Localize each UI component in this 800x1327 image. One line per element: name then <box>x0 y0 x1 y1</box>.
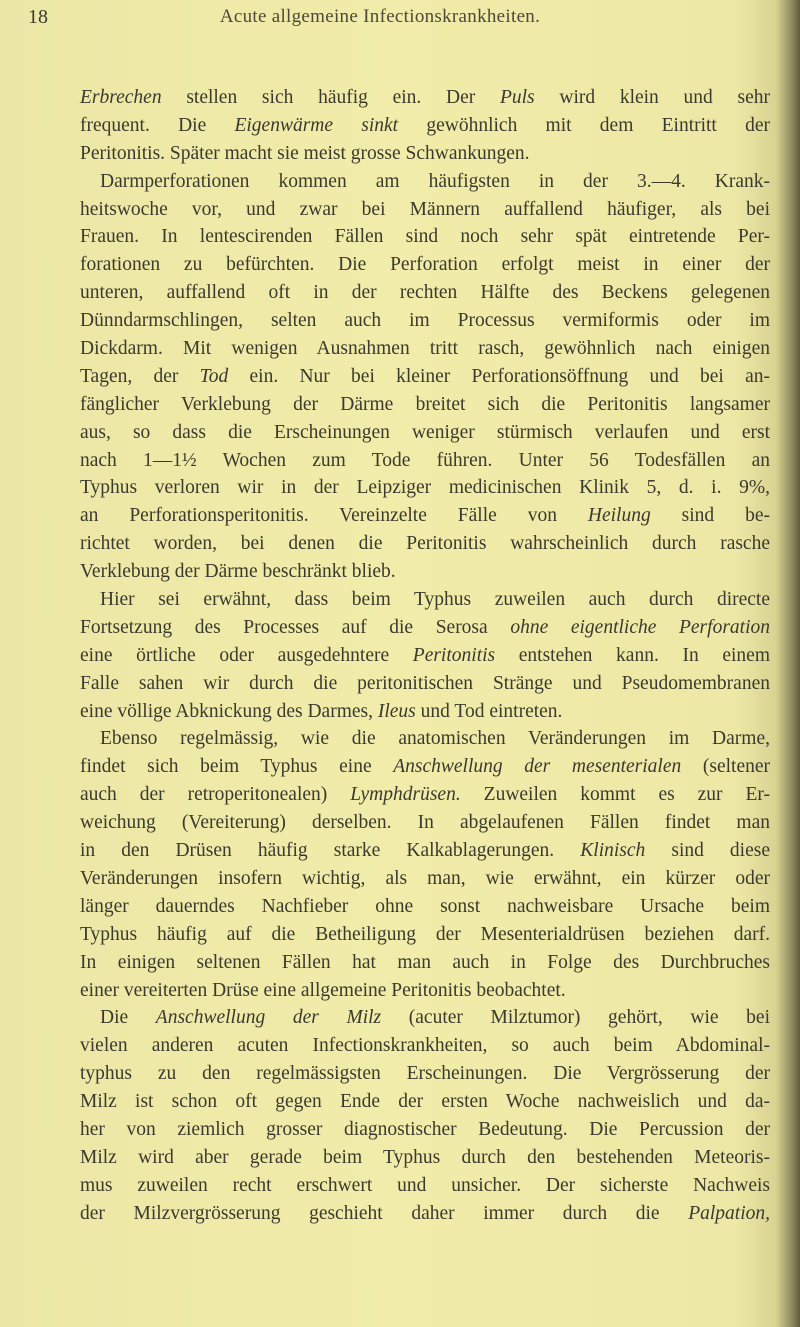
text-line <box>80 474 770 502</box>
text-run: Dünndarmschlingen, selten auch im Processus vermiformis oder im <box>80 310 770 332</box>
text-line <box>80 1172 770 1200</box>
text-run: typhus zu den regelmässigsten Erscheinungen. Die Vergrösserung der <box>80 1063 770 1085</box>
text-run: stellen sich häufig ein. Der <box>161 87 500 108</box>
text-line <box>80 670 770 698</box>
text-line <box>80 502 770 530</box>
text-line <box>80 363 770 391</box>
text-line <box>80 112 770 140</box>
text-run: frequent. Die <box>80 114 235 136</box>
body-text <box>80 84 770 1228</box>
text-line <box>80 1200 770 1228</box>
italic-emphasis: ohne eigentliche Perforation <box>510 616 770 638</box>
text-line <box>80 335 770 363</box>
text-run: der Milzvergrösserung geschieht daher immer durch die <box>80 1202 689 1224</box>
italic-emphasis: Palpation, <box>688 1202 770 1224</box>
text-run: Peritonitis. Später macht sie meist grosse Schwankungen. <box>80 142 530 164</box>
text-run: einer vereiterten Drüse eine allgemeine Peritonitis beobachtet. <box>80 979 566 1001</box>
text-run: Frauen. In lentescirenden Fällen sind noch sehr spät eintretende Per- <box>80 226 770 248</box>
text-run: Fortsetzung des Processes auf die Serosa <box>80 616 511 638</box>
text-run: nach 1—1½ Wochen zum Tode führen. Unter 56 Todesfällen an <box>80 449 770 471</box>
italic-emphasis: Eigenwärme sinkt <box>234 114 399 136</box>
paragraph <box>80 1004 770 1227</box>
text-run: heitswoche vor, und zwar bei Männern auffallend häufiger, als bei <box>80 198 770 220</box>
text-line <box>80 279 770 307</box>
running-title: Acute allgemeine Infectionskrankheiten. <box>219 6 541 27</box>
text-line <box>80 614 770 642</box>
text-run: unteren, auffallend oft in der rechten Hälfte des Beckens gelegenen <box>80 282 770 304</box>
text-run: Die <box>100 1007 156 1029</box>
text-line <box>80 140 770 168</box>
text-line <box>80 391 770 419</box>
italic-emphasis: Tod <box>199 365 229 387</box>
text-run: auch der retroperitonealen) <box>80 784 351 806</box>
text-line <box>80 1116 770 1144</box>
text-line <box>80 1060 770 1088</box>
text-line <box>80 251 770 279</box>
text-line <box>80 84 770 112</box>
text-run: Hier sei erwähnt, dass beim Typhus zuweilen auch durch directe <box>100 589 770 611</box>
text-line <box>80 196 770 224</box>
text-run: gewöhnlich mit dem Eintritt der <box>398 114 770 136</box>
text-run: Ebenso regelmässig, wie die anatomischen Veränderungen im Darme, <box>100 728 770 750</box>
text-run: eine örtliche oder ausgedehntere <box>80 644 413 666</box>
text-run: Verklebung der Därme beschränkt blieb. <box>80 561 396 583</box>
text-run: her von ziemlich grosser diagnostischer Bedeutung. Die Percussion der <box>80 1118 770 1140</box>
text-run: fänglicher Verklebung der Därme breitet sich die Peritonitis langsamer <box>80 393 770 415</box>
italic-emphasis: Anschwellung der Milz <box>155 1007 382 1029</box>
text-line <box>80 307 770 335</box>
text-line <box>80 1088 770 1116</box>
text-line <box>80 725 770 753</box>
italic-emphasis: Klinisch <box>580 840 646 862</box>
italic-emphasis: Ileus <box>377 700 416 722</box>
text-line <box>80 168 770 196</box>
text-line <box>80 809 770 837</box>
paragraph <box>80 84 770 168</box>
text-run: ein. Nur bei kleiner Perforationsöffnung und bei an- <box>228 365 770 387</box>
text-run: Typhus verloren wir in der Leipziger medicinischen Klinik 5, d. i. 9%, <box>80 477 770 499</box>
italic-emphasis: Lymphdrüsen. <box>350 784 461 806</box>
text-run: Tagen, der <box>80 365 200 387</box>
text-run: Dickdarm. Mit wenigen Ausnahmen tritt rasch, gewöhnlich nach einigen <box>80 338 770 360</box>
text-line <box>80 837 770 865</box>
text-line <box>80 921 770 949</box>
text-run: Milz ist schon oft gegen Ende der ersten Woche nachweislich und da- <box>80 1091 770 1113</box>
text-run: weichung (Vereiterung) derselben. In abgelaufenen Fällen findet man <box>80 812 770 834</box>
paragraph <box>80 586 770 725</box>
paragraph <box>80 725 770 1004</box>
text-line <box>80 893 770 921</box>
text-line <box>80 223 770 251</box>
italic-emphasis: Erbrechen <box>80 87 162 108</box>
text-run: Falle sahen wir durch die peritonitischen Stränge und Pseudomembranen <box>80 672 770 694</box>
text-run: (acuter Milztumor) gehört, wie bei <box>381 1007 770 1029</box>
text-run: (seltener <box>681 756 770 778</box>
text-run: entstehen kann. In einem <box>495 644 770 666</box>
text-line <box>80 1144 770 1172</box>
text-line <box>80 1032 770 1060</box>
text-line <box>80 698 770 726</box>
text-line <box>80 419 770 447</box>
text-run: mus zuweilen recht erschwert und unsicher. Der sicherste Nachweis <box>80 1174 770 1196</box>
text-run: richtet worden, bei denen die Peritonitis wahrscheinlich durch rasche <box>80 533 770 555</box>
text-line <box>80 558 770 586</box>
text-line <box>80 753 770 781</box>
text-run: in den Drüsen häufig starke Kalkablagerungen. <box>80 840 581 862</box>
text-line <box>80 781 770 809</box>
text-run: Typhus häufig auf die Betheiligung der Mesenterialdrüsen beziehen darf. <box>80 923 770 945</box>
text-run: sind be- <box>650 505 771 527</box>
text-line <box>80 865 770 893</box>
italic-emphasis: Puls <box>499 87 535 108</box>
text-run: eine völlige Abknickung des Darmes, <box>80 700 378 722</box>
italic-emphasis: Peritonitis <box>412 644 496 666</box>
text-run: aus, so dass die Erscheinungen weniger stürmisch verlaufen und erst <box>80 421 770 443</box>
text-run: Milz wird aber gerade beim Typhus durch den bestehenden Meteoris- <box>80 1146 770 1168</box>
italic-emphasis: Anschwellung der mesenterialen <box>393 756 682 778</box>
text-run: vielen anderen acuten Infectionskrankheiten, so auch beim Abdominal- <box>80 1035 770 1057</box>
text-run: Veränderungen insofern wichtig, als man, wie erwähnt, ein kürzer oder <box>80 867 770 889</box>
text-line <box>80 949 770 977</box>
text-run: und Tod eintreten. <box>415 700 563 722</box>
italic-emphasis: Heilung <box>587 505 651 527</box>
text-line <box>80 642 770 670</box>
text-run: länger dauerndes Nachfieber ohne sonst nachweisbare Ursache beim <box>80 895 770 917</box>
text-run: Zuweilen kommt es zur Er- <box>460 784 770 806</box>
page-number: 18 <box>28 6 48 28</box>
text-run: In einigen seltenen Fällen hat man auch in Folge des Durchbruches <box>80 951 770 973</box>
text-line <box>80 530 770 558</box>
text-run: an Perforationsperitonitis. Vereinzelte Fälle von <box>80 505 588 527</box>
paragraph <box>80 168 770 586</box>
text-line <box>80 586 770 614</box>
text-line <box>80 1004 770 1032</box>
text-line <box>80 447 770 475</box>
text-run: Darmperforationen kommen am häufigsten in der 3.—4. Krank- <box>100 170 770 192</box>
text-run: wird klein und sehr <box>534 87 770 108</box>
text-run: findet sich beim Typhus eine <box>80 756 394 778</box>
text-run: forationen zu befürchten. Die Perforation erfolgt meist in einer der <box>80 254 770 276</box>
text-run: sind diese <box>645 840 770 862</box>
text-line <box>80 977 770 1005</box>
